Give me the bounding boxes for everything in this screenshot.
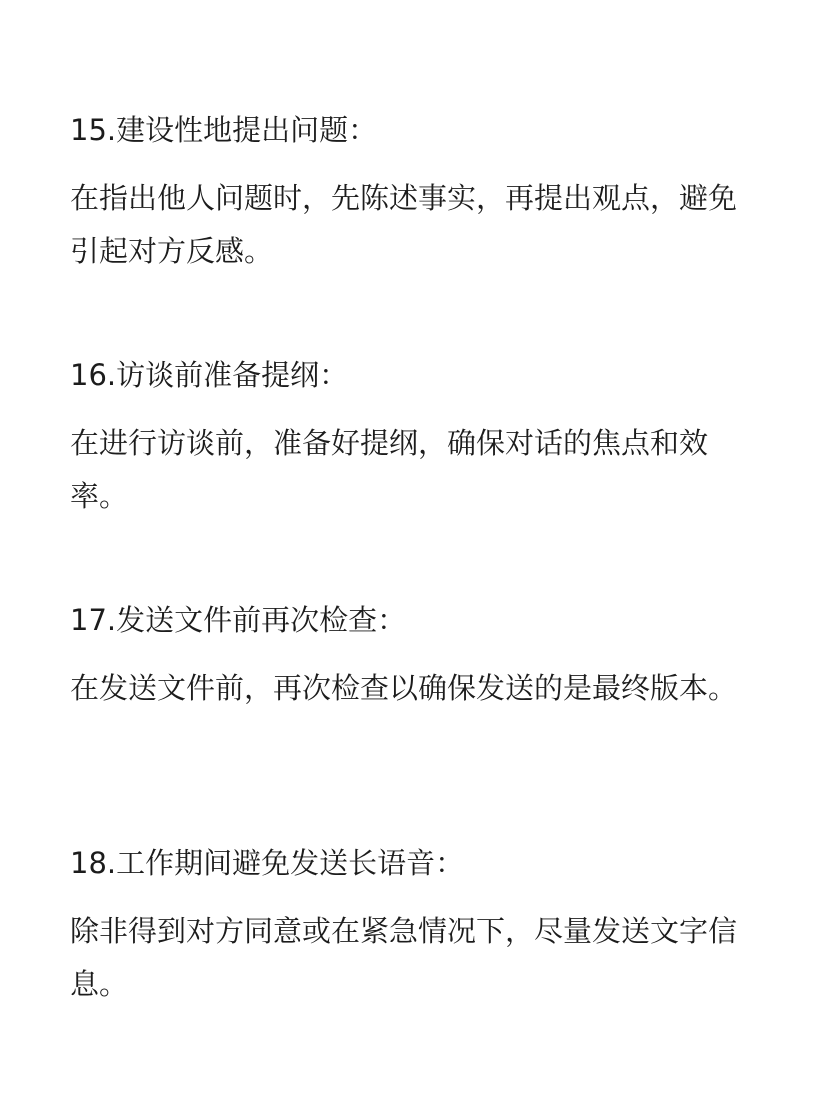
tip-title: 15.建设性地提出问题：: [70, 113, 378, 147]
tip-body: 在发送文件前，再次检查以确保发送的是最终版本。: [70, 671, 738, 705]
tip-title: 18.工作期间避免发送长语音：: [70, 846, 465, 880]
tip-item-17: [70, 600, 756, 715]
tip-body: 除非得到对方同意或在紧急情况下，尽量发送文字信息。: [70, 914, 738, 1001]
tip-body: 在指出他人问题时，先陈述事实，再提出观点，避免引起对方反感。: [70, 181, 738, 268]
tip-item-16: [70, 355, 756, 523]
tip-item-18: [70, 843, 756, 1011]
tip-body: 在进行访谈前，准备好提纲，确保对话的焦点和效率。: [70, 426, 709, 513]
tip-title: 16.访谈前准备提纲：: [70, 358, 349, 392]
tip-title: 17.发送文件前再次检查：: [70, 603, 407, 637]
tip-item-15: [70, 110, 756, 278]
